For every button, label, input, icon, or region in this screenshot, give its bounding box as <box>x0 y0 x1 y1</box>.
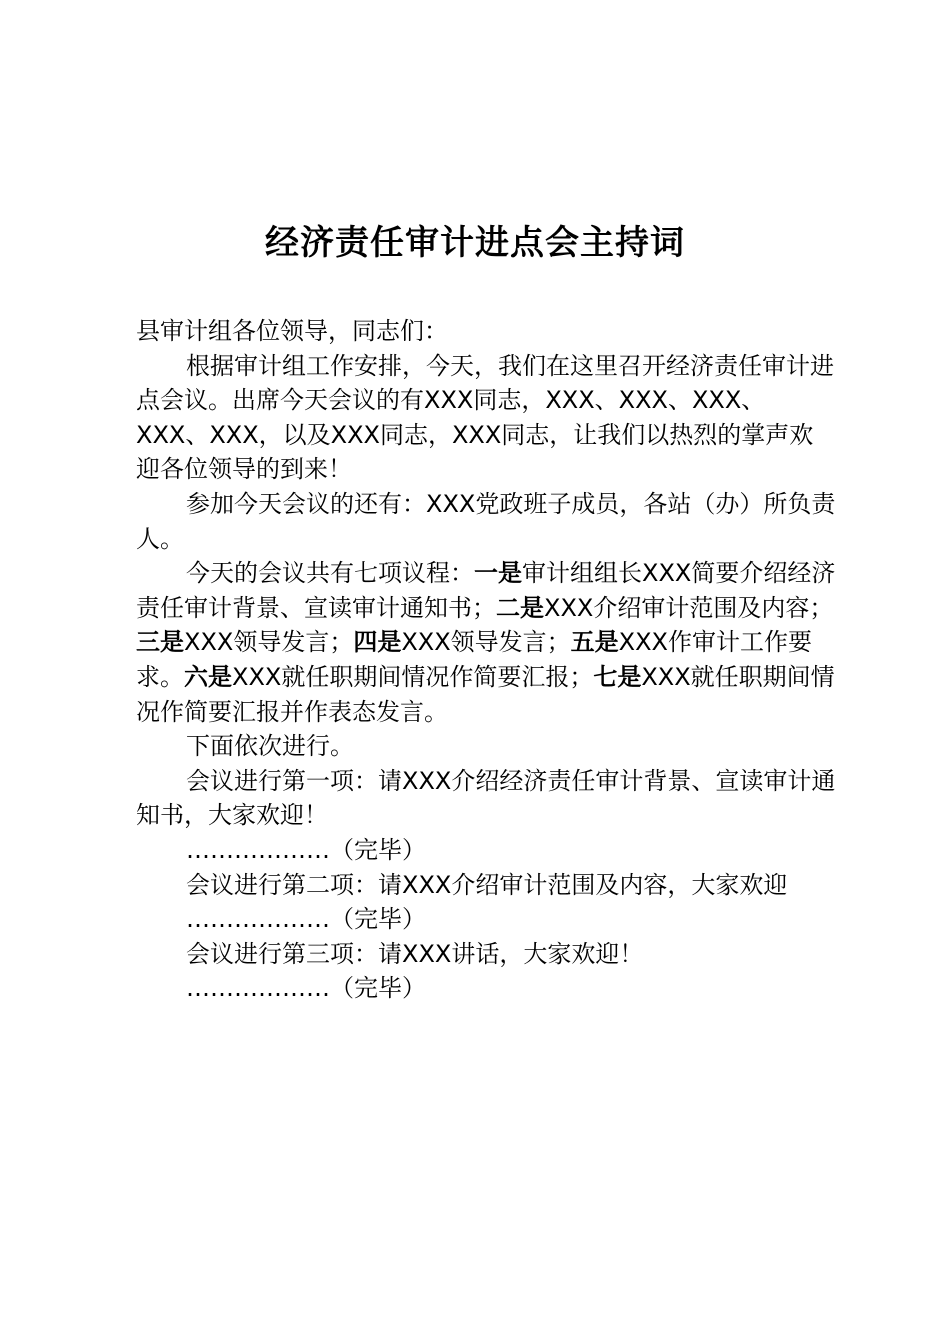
paragraph-agenda <box>136 556 836 729</box>
paragraph-participants: 参加今天会议的还有：XXX党政班子成员，各站（办）所负责人。 <box>136 489 836 553</box>
salutation: 县审计组各位领导，同志们： <box>136 317 448 345</box>
agenda-lead-5: 五是 <box>570 628 619 657</box>
agenda-text-6: XXX就任职期间情况作简要汇报； <box>232 662 594 691</box>
paragraph-item-2: 会议进行第二项：请XXX介绍审计范围及内容，大家欢迎 <box>186 870 788 899</box>
document-body <box>136 314 836 1006</box>
completion-marker-2: ………………（完毕） <box>186 905 426 934</box>
agenda-lead-6: 六是 <box>184 662 232 691</box>
agenda-text-3: XXX领导发言； <box>184 628 354 657</box>
paragraph-item-3: 会议进行第三项：请XXX讲话，大家欢迎！ <box>186 939 644 968</box>
agenda-text-5: XXX作审计工作要求。 <box>136 628 812 691</box>
agenda-lead-7: 七是 <box>593 662 642 691</box>
agenda-text-2: XXX介绍审计范围及内容； <box>544 593 834 622</box>
agenda-text-7: XXX就任职期间情况作简要汇报并作表态发言。 <box>136 662 835 726</box>
agenda-lead-4: 四是 <box>353 628 402 657</box>
agenda-intro: 今天的会议共有七项议程： <box>186 559 474 588</box>
agenda-text-1: 审计组组长XXX简要介绍经济责任审计背景、宣读审计通知书； <box>136 559 836 622</box>
paragraph-item-1: 会议进行第一项：请XXX介绍经济责任审计背景、宣读审计通知书，大家欢迎！ <box>136 766 836 830</box>
completion-marker-3: ………………（完毕） <box>186 974 426 1003</box>
paragraph-proceed: 下面依次进行。 <box>186 732 354 761</box>
paragraph-attendees: 根据审计组工作安排，今天，我们在这里召开经济责任审计进点会议。出席今天会议的有XXX同志，XXX、XXX、XXX、XXX、XXX，以及XXX同志，XXX同志，让我们以热烈的掌声欢迎各位领导的到来！ <box>136 351 834 484</box>
document-title: 经济责任审计进点会主持词 <box>265 223 685 263</box>
agenda-lead-2: 二是 <box>496 593 544 622</box>
agenda-lead-1: 一是 <box>474 559 522 588</box>
completion-marker-1: ………………（完毕） <box>186 835 426 864</box>
agenda-lead-3: 三是 <box>136 628 184 657</box>
agenda-text-4: XXX领导发言； <box>401 628 571 657</box>
